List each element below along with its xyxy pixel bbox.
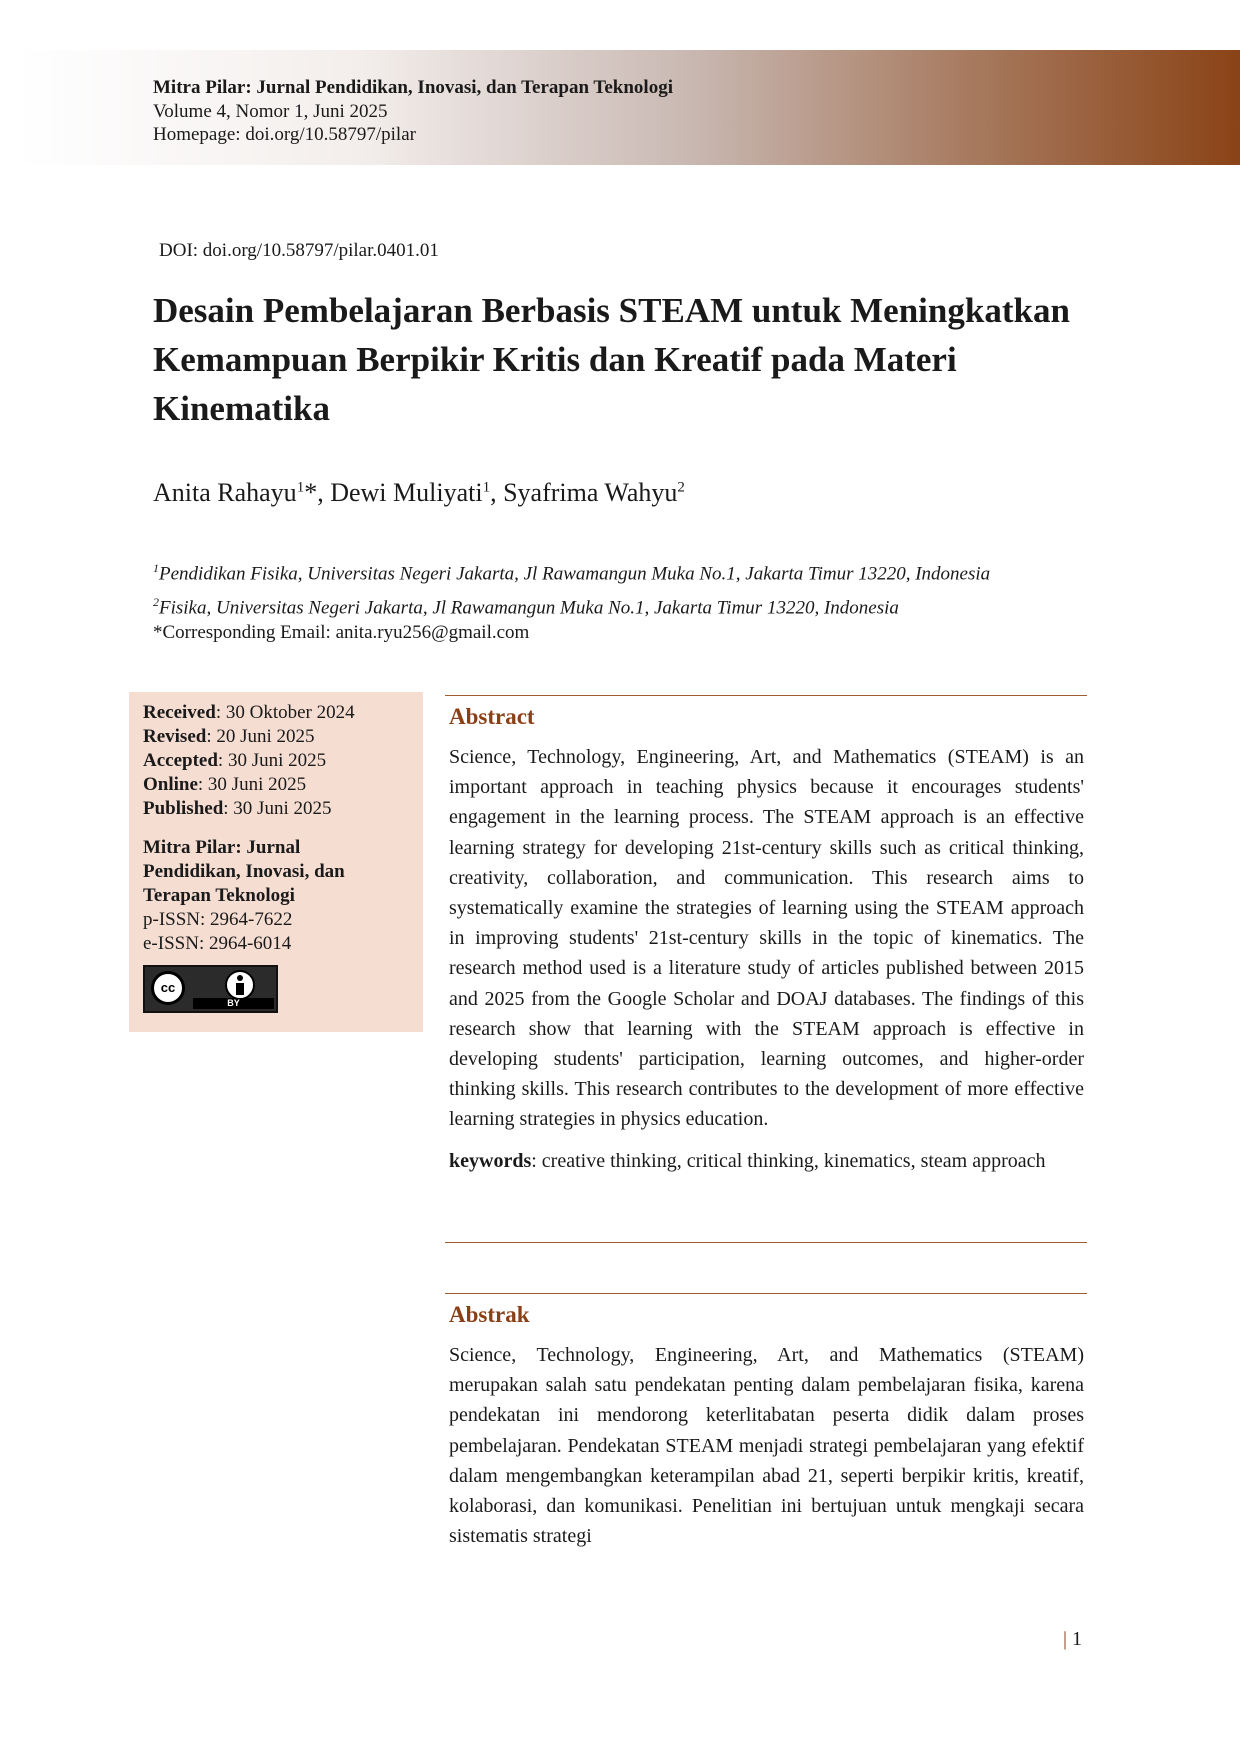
affil-text: Pendidikan Fisika, Universitas Negeri Jakarta, Jl Rawamangun Muka No.1, Jakarta Timur 13220, Indonesia bbox=[159, 563, 991, 585]
date-received bbox=[143, 701, 409, 725]
article-dates bbox=[143, 701, 409, 821]
journal-info bbox=[143, 836, 409, 956]
cc-by-license-icon[interactable] bbox=[143, 965, 278, 1013]
p-issn: p-ISSN: 2964-7622 bbox=[143, 909, 293, 930]
article-title: Desain Pembelajaran Berbasis STEAM untuk Meningkatkan Kemampuan Berpikir Kritis dan Kreatif pada Materi Kinematika bbox=[153, 291, 1070, 428]
keywords bbox=[449, 1146, 1084, 1176]
abstrak-body: Science, Technology, Engineering, Art, and Mathematics (STEAM) merupakan salah satu pendekatan penting dalam pembelajaran fisika, karena pendekatan ini mendorong keterlitabatan peserta didik dalam proses pembelajaran. Pendekatan STEAM menjadi strategi pembelajaran yang efektif dalam mengembangkan keterampilan abad 21, seperti berpikir kritis, kreatif, kolaborasi, dan komunikasi. Penelitian ini bertujuan untuk mengkaji secara sistematis strategi bbox=[449, 1344, 1084, 1548]
date-accepted bbox=[143, 749, 409, 773]
affiliation-2 bbox=[153, 588, 990, 622]
journal-line: Mitra Pilar: Jurnal bbox=[143, 837, 301, 858]
date-online bbox=[143, 773, 409, 797]
e-issn: e-ISSN: 2964-6014 bbox=[143, 933, 292, 954]
affil-sup: 1 bbox=[153, 561, 159, 575]
author-list bbox=[153, 478, 685, 508]
date-label: Online bbox=[143, 774, 198, 795]
creative-commons-icon: cc bbox=[151, 971, 185, 1005]
affil-sup: 2 bbox=[153, 595, 159, 610]
abstrak-heading: Abstrak bbox=[449, 1302, 530, 1327]
date-revised bbox=[143, 725, 409, 749]
abstract-heading: Abstract bbox=[449, 704, 535, 729]
journal-homepage[interactable]: Homepage: doi.org/10.58797/pilar bbox=[153, 124, 416, 145]
date-value: : 30 Juni 2025 bbox=[217, 750, 327, 771]
date-label: Published bbox=[143, 798, 224, 819]
by-label: BY bbox=[193, 998, 274, 1009]
author-separator: , bbox=[317, 478, 331, 507]
author-name: Anita Rahayu bbox=[153, 478, 297, 507]
author-affil-sup: 1 bbox=[296, 479, 305, 496]
keywords-list: : creative thinking, critical thinking, kinematics, steam approach bbox=[531, 1149, 1046, 1172]
article-doi[interactable]: DOI: doi.org/10.58797/pilar.0401.01 bbox=[159, 240, 439, 261]
affiliation-1 bbox=[153, 554, 990, 588]
attribution-person-icon bbox=[225, 970, 255, 1000]
affiliations bbox=[153, 554, 990, 623]
article-info-box bbox=[129, 692, 423, 1032]
date-published bbox=[143, 797, 409, 821]
date-value: : 30 Juni 2025 bbox=[197, 774, 307, 795]
author-separator: , bbox=[490, 478, 504, 507]
date-value: : 30 Oktober 2024 bbox=[215, 702, 355, 723]
page-number-bar: | bbox=[1063, 1628, 1068, 1650]
page-number bbox=[1063, 1628, 1082, 1651]
journal-volume: Volume 4, Nomor 1, Juni 2025 bbox=[153, 100, 388, 122]
date-label: Revised bbox=[143, 726, 207, 747]
author-affil-sup: 1 bbox=[482, 479, 491, 496]
keywords-label: keywords bbox=[449, 1149, 532, 1172]
date-value: : 30 Juni 2025 bbox=[223, 798, 332, 819]
abstract-body: Science, Technology, Engineering, Art, and Mathematics (STEAM) is an important approach in teaching physics because it encourages students' engagement in the learning process. The STEAM approach is an effective learning strategy for developing 21st-century skills such as critical thinking, creativity, collaboration, and communication. This research aims to systematically examine the strategies of learning using the STEAM approach in improving students' 21st-century skills in the topic of kinematics. The research method used is a literature study of articles published between 2015 and 2025 from the Google Scholar and DOAJ databases. The findings of this research show that learning with the STEAM approach is effective in developing students' participation, learning outcomes, and higher-order thinking skills. This research contributes to the development of more effective learning strategies in physics education. bbox=[449, 746, 1084, 1131]
affil-text: Fisika, Universitas Negeri Jakarta, Jl Rawamangun Muka No.1, Jakarta Timur 13220, Indonesia bbox=[159, 597, 899, 619]
journal-line: Terapan Teknologi bbox=[143, 885, 295, 906]
journal-name: Mitra Pilar: Jurnal Pendidikan, Inovasi, dan Terapan Teknologi bbox=[153, 77, 673, 98]
author-affil-sup: 2 bbox=[677, 479, 685, 496]
date-label: Accepted bbox=[143, 750, 218, 771]
journal-header bbox=[153, 76, 673, 147]
corresponding-email[interactable]: *Corresponding Email: anita.ryu256@gmail.com bbox=[153, 622, 530, 643]
corresponding-mark: * bbox=[304, 478, 318, 507]
author-name: Dewi Muliyati bbox=[330, 478, 483, 507]
author-name: Syafrima Wahyu bbox=[503, 478, 678, 507]
abstract-indonesian bbox=[445, 1293, 1087, 1594]
date-label: Received bbox=[143, 702, 216, 723]
date-value: : 20 Juni 2025 bbox=[206, 726, 315, 747]
abstract-english bbox=[445, 695, 1087, 1243]
journal-line: Pendidikan, Inovasi, dan bbox=[143, 861, 345, 882]
page-number-value: 1 bbox=[1072, 1628, 1083, 1650]
